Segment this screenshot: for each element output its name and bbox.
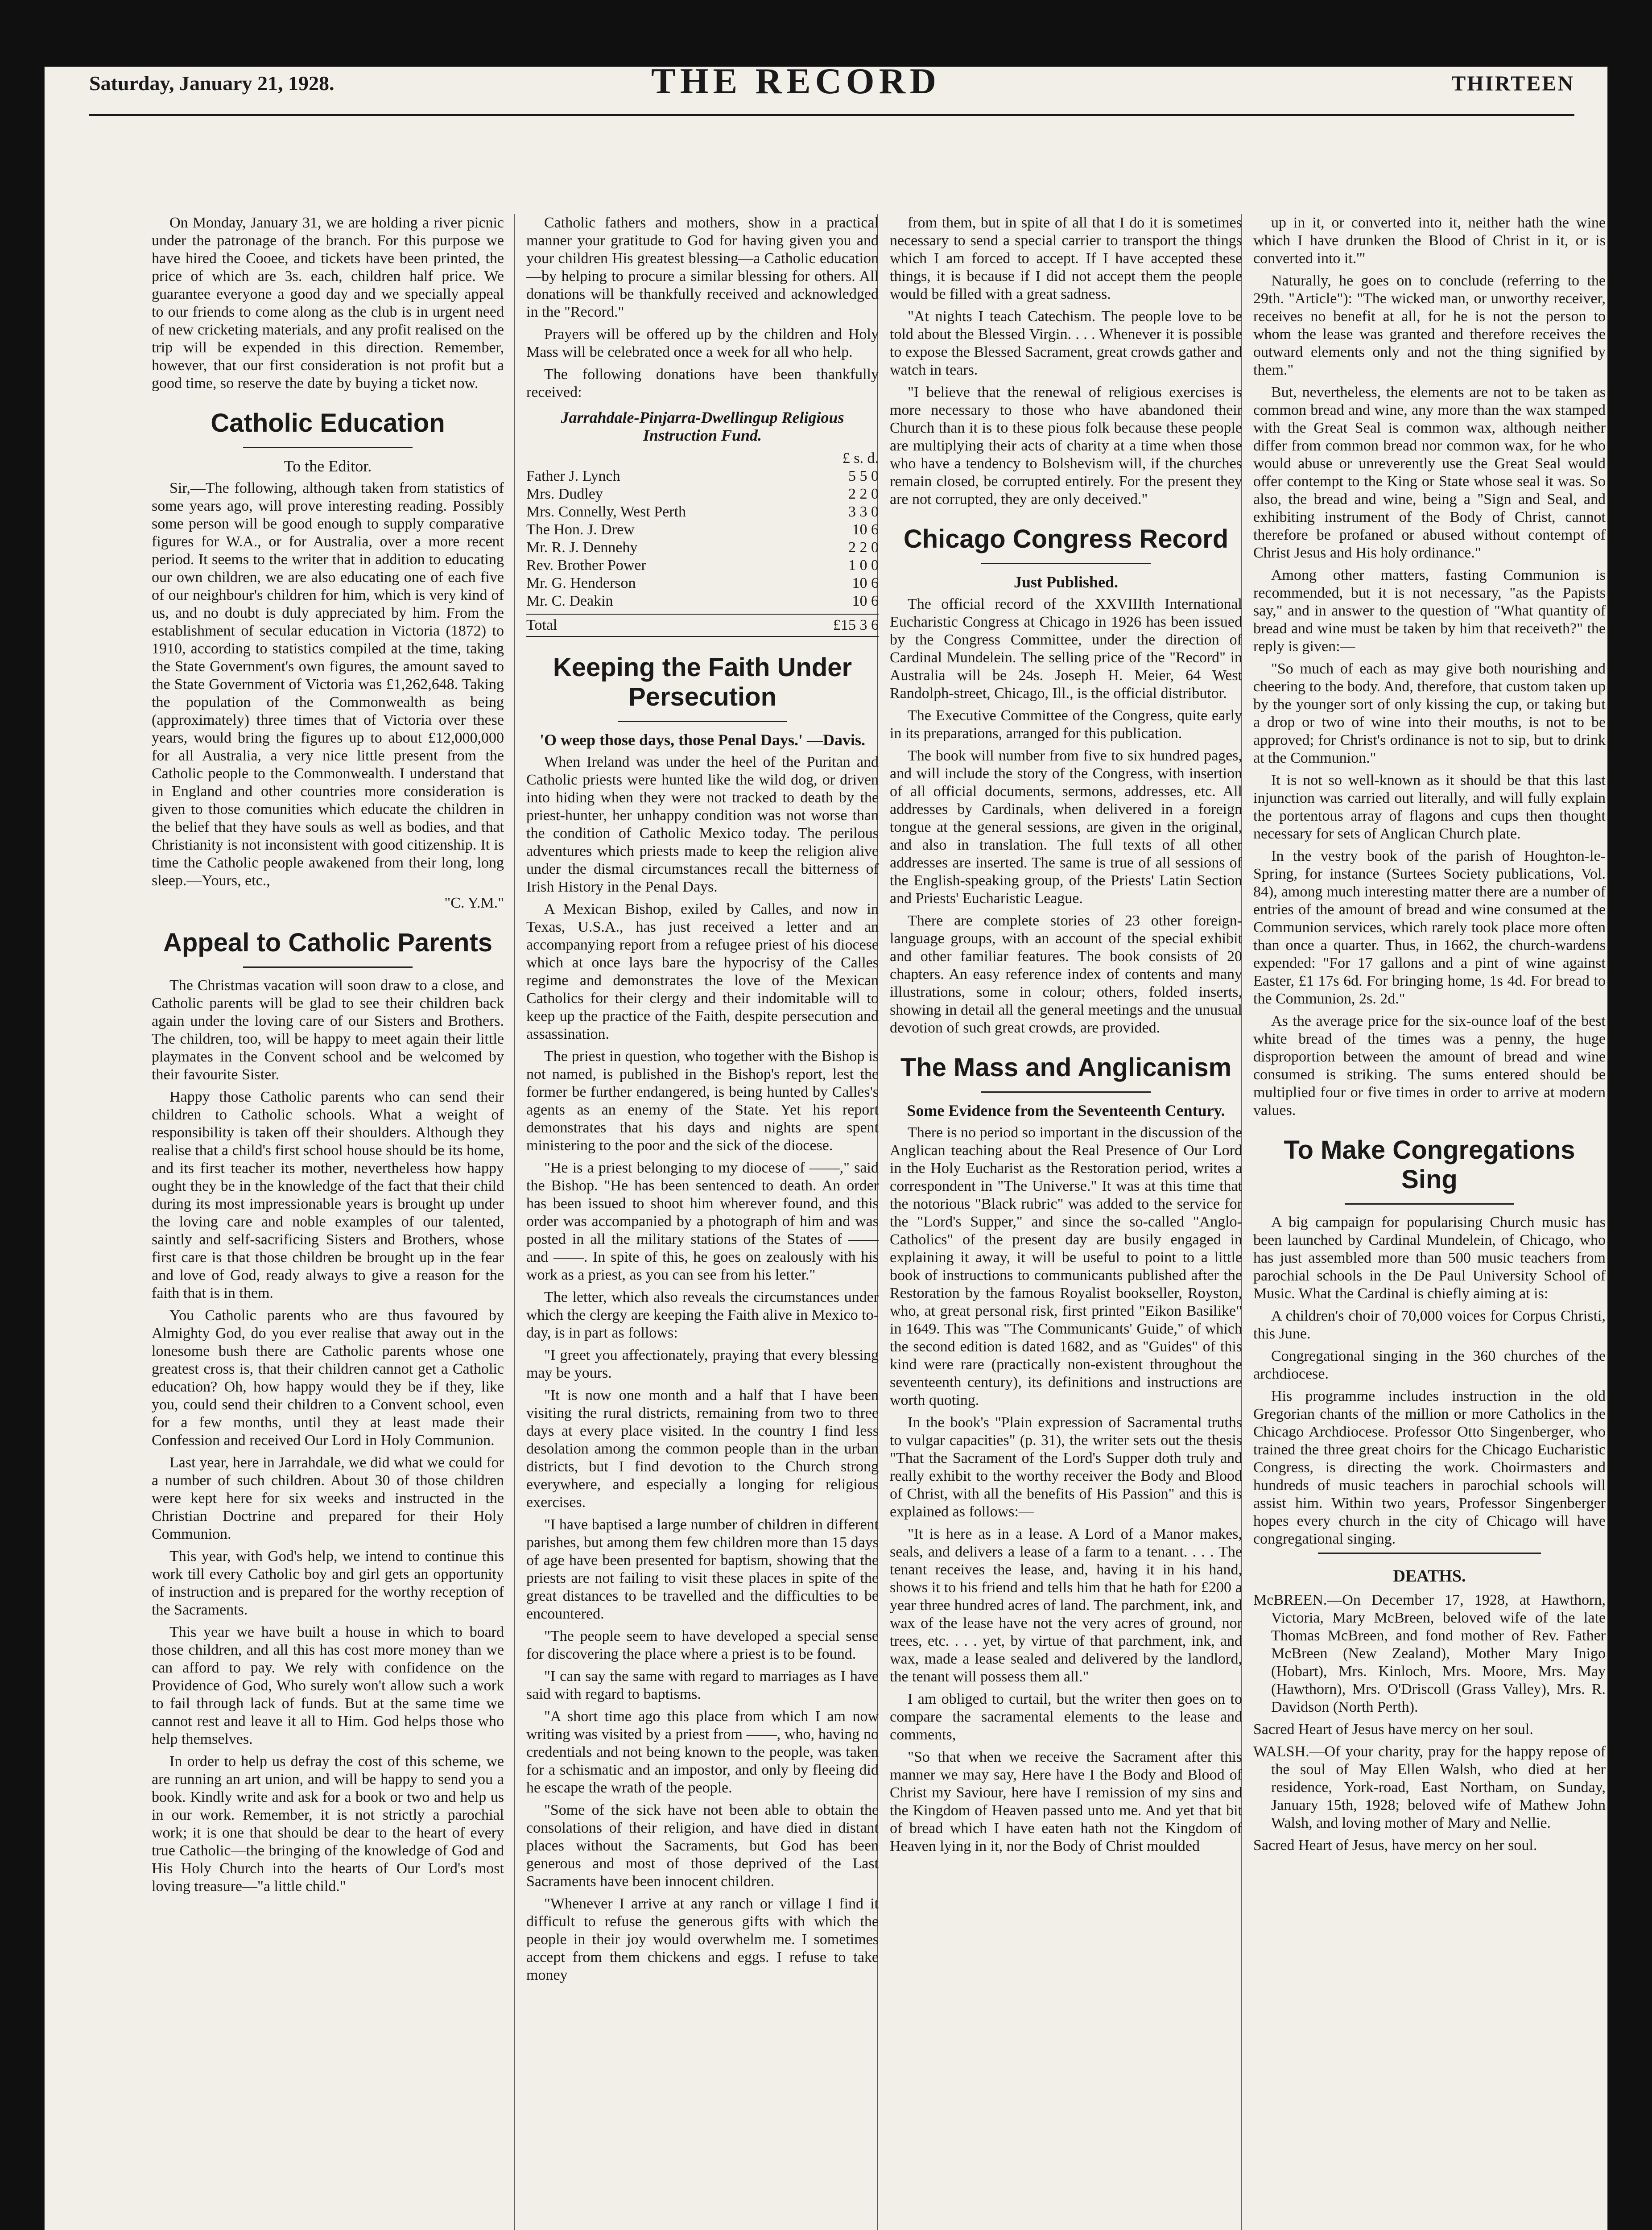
mass-paragraph: In the book's "Plain expression of Sacramental truths to vulgar capacities" (p. 31), the writer sets out the thesis "That the Sacrament of the Lord's Supper doth truly and really exhibit to the worthy receiver the Body and Blood of Christ, with all the benefits of His Passion" and this is explained as follows:— [890, 1414, 1242, 1520]
appeal-continued: Prayers will be offered up by the children and Holy Mass will be celebrated once a week for all who help. [526, 326, 879, 360]
keeping-continued: "At nights I teach Catechism. The people love to be told about the Blessed Virgin. . . . Whenever it is possible to expose the Blessed Sacrament, great crowds gather and watch in tears. [890, 308, 1242, 378]
column-divider [514, 214, 515, 2230]
column-1 [152, 214, 504, 2230]
fund-header: £ s. d. [842, 450, 879, 467]
keeping-paragraph: "Some of the sick have not been able to obtain the consolations of their religion, and have died in distant places without the Sacraments, but God has been generous and most of those deprived of the Last Sacraments have been innocent children. [526, 1802, 879, 1890]
fund-total-row [526, 614, 879, 637]
issue-date: Saturday, January 21, 1928. [89, 72, 335, 95]
sing-heading: To Make Congregations Sing [1284, 1136, 1575, 1194]
fund-header-row [526, 450, 879, 467]
donor-name: Mr. R. J. Dennehy [526, 539, 638, 556]
masthead-rule [89, 114, 1574, 116]
death-notice: Sacred Heart of Jesus, have mercy on her soul. [1253, 1837, 1537, 1854]
deaths-heading: DEATHS. [1393, 1567, 1466, 1586]
mass-paragraph: "So that when we receive the Sacrament after this manner we may say, Here have I the Body and Blood of Christ my Saviour, here have I remission of my sins and the Kingdom of Heaven passed unto me. And yet that bit of bread which I have eaten hath not the Kingdom of Heaven lying in it, nor the Body of Christ moulded [890, 1749, 1242, 1854]
fund-row [526, 574, 879, 592]
appeal-paragraph: In order to help us defray the cost of this scheme, we are running an art union, and will be happy to send you a book. Kindly write and ask for a book or two and help us in our work. Remember, it is not strictly a parochial work; it is one that should be dear to the heart of every true Catholic—the bringing of the knowledge of God and His Holy Church into the hearts of Our Lord's most loving treasure—"a little child." [152, 1753, 504, 1895]
keeping-paragraph: "Whenever I arrive at any ranch or village I find it difficult to refuse the generous gifts with which the people in their joy would overwhelm me. I sometimes accept from them chickens and eggs. I refuse to take money [526, 1896, 879, 1983]
donor-name: Rev. Brother Power [526, 557, 646, 574]
catholic-education-letter: Sir,—The following, although taken from statistics of some years ago, will prove interesting reading. Possibly some person will be good enough to supply comparative figures for W.A., or for Australia, over a more recent period. It seems to the writer that in addition to educating our own children, we are also educating one of each five of our neighbour's children for him, which is very kind of us, and no doubt is duly appreciated by him. From the establishment of secular education in Victoria (1872) to 1910, according to statistics compiled at the time, taking the State Government's own figures, the amount saved to the State Government of Victoria was £1,262,648. Taking the population of the Commonwealth as being (approximately) three times that of Victoria over these years, would bring the figures up to about £12,000,000 for all Australia, a very nice little present from the Catholic people to the Commonwealth. I understand that in England and other countries more consideration is given to those comunities which educate the children in the belief that they have souls as well as bodies, and that Christianity is not inconsistent with good citizenship. It is time the Catholic people awakened from their long, long sleep.—Yours, etc., [152, 480, 504, 889]
keeping-paragraph: "I have baptised a large number of children in different parishes, but among them few children more than 15 days of age have been presented for baptism, showing that the priests are not failing to visit these places in spite of the great distances to be travelled and the difficulties to be encountered. [526, 1516, 879, 1622]
mass-continued: "So much of each as may give both nourishing and cheering to the body. And, therefore, that custom taken up by the younger sort of only kissing the cup, or taking but a drop or two of wine into their mouths, is not to be approved; for Christ's ordinance is not to sip, but to drink at the Communion." [1253, 661, 1606, 766]
donation-amount: 10 6 [852, 521, 879, 538]
fund-row [526, 592, 879, 610]
heading-rule [243, 447, 413, 448]
donation-amount: 5 5 0 [848, 468, 879, 484]
keeping-paragraph: A Mexican Bishop, exiled by Calles, and now in Texas, U.S.A., has just received a letter and an accompanying report from a refugee priest of his diocese which at once lays bare the hypocrisy of the Calles regime and demonstrates the love of the Mexican Catholics for their clergy and their indomitable will to keep up the practice of the Faith, despite persecution and assassination. [526, 901, 879, 1042]
section-rule [1318, 1553, 1541, 1554]
appeal-paragraph: The Christmas vacation will soon draw to a close, and Catholic parents will be glad to see their children back again under the loving care of our Sisters and Brothers. The children, too, will be happy to meet again their little playmates in the Convent school and be welcomed by their favourite Sister. [152, 977, 504, 1083]
heading-rule [1345, 1203, 1514, 1205]
fund-row [526, 467, 879, 485]
heading-rule [981, 563, 1151, 564]
appeal-continued: Catholic fathers and mothers, show in a practical manner your gratitude to God for having given you and your children His greatest blessing—a Catholic education—by helping to procure a similar blessing for others. All donations will be thankfully received and acknowledged in the "Record." [526, 215, 879, 320]
keeping-paragraph: "A short time ago this place from which I am now writing was visited by a priest from ——, who, having no credentials and not being known to the people, was taken for a schismatic and an impostor, and only by fleeing did he escape the wrath of the people. [526, 1708, 879, 1796]
total-label: Total [526, 617, 558, 633]
fund-row [526, 521, 879, 539]
congress-paragraph: There are complete stories of 23 other foreign-language groups, with an account of the special exhibit and other familiar features. The book consists of 20 chapters. An easy reference index of contents and many illustrations, some in colour; others, folded inserts, showing in detail all the general meetings and the unusual devotion of such great crowds, are provided. [890, 913, 1242, 1036]
mass-paragraph: I am obliged to curtail, but the writer then goes on to compare the sacramental elements to the lease and comments, [890, 1691, 1242, 1743]
donation-amount: 1 0 0 [848, 557, 879, 574]
death-notice: Sacred Heart of Jesus have mercy on her soul. [1253, 1721, 1533, 1738]
mass-paragraph: There is no period so important in the discussion of the Anglican teaching about the Real Presence of Our Lord in the Holy Eucharist as the Restoration period, writes a correspondent in "The Universe." It was at this time that the notorious "Black rubric" was added to the service for the "Lord's Supper," and since the so-called "Anglo-Catholics" of the present day are busily engaged in explaining it away, it will be useful to point to a little book of instructions to communicants published after the Restoration by the famous Royalist bookseller, Royston, who, at great personal risk, first printed "Eikon Basilike" in 1649. This was "The Communicants' Guide," of which the second edition is dated 1682, and as "Guides" of this kind were rare (practically non-existent throughout the seventeenth century), its definitions and instructions are worth quoting. [890, 1124, 1242, 1408]
mass-continued: Naturally, he goes on to conclude (referring to the 29th. "Article"): "The wicked man, or unworthy receiver, receives no benefit at all, for he is not the person to whom the lease was granted and therefore receives the outward elements only and not the thing signified by them." [1253, 273, 1606, 378]
fund-row [526, 539, 879, 557]
column-3 [890, 214, 1242, 2230]
donation-amount: 3 3 0 [848, 504, 879, 520]
donation-amount: 2 2 0 [848, 539, 879, 556]
mass-continued: It is not so well-known as it should be that this last injunction was carried out literally, and will fully explain the portentous array of flagons and cups then thought necessary for sets of Anglican Church plate. [1253, 772, 1606, 842]
keeping-paragraph: "I greet you affectionately, praying that every blessing may be yours. [526, 1347, 879, 1381]
keeping-paragraph: The letter, which also reveals the circumstances under which the clergy are keeping the Faith alive in Mexico to-day, is in part as follows: [526, 1289, 879, 1341]
column-4 [1253, 214, 1606, 2230]
appeal-paragraph: This year, with God's help, we intend to continue this work till every Catholic boy and girl gets an opportunity of instruction and is prepared for the worthy reception of the Sacraments. [152, 1548, 504, 1618]
keeping-paragraph: "It is now one month and a half that I have been visiting the rural districts, remaining from two to three days at every place visited. In the country I find less desolation among the common people than in the urban districts, but I find devotion to the Church strong everywhere, and especially a longing for religious exercises. [526, 1387, 879, 1511]
death-notice: McBREEN.—On December 17, 1928, at Hawthorn, Victoria, Mary McBreen, beloved wife of the late Thomas McBreen, and fond mother of Rev. Father McBreen (New Zealand), Mother Mary Inigo (Hobart), Mrs. Kinloch, Mrs. Moore, Mrs. May (Hawthorn), Mrs. O'Driscoll (Grass Valley), Mrs. R. Davidson (North Perth). [1253, 1592, 1606, 1715]
mass-subheading: Some Evidence from the Seventeenth Century. [907, 1102, 1225, 1119]
donation-amount: 10 6 [852, 575, 879, 591]
keeping-continued: from them, but in spite of all that I do it is sometimes necessary to send a special carrier to transport the things which I am forced to accept. If I have accepted these things, it is because if I did not accept them the people would be filled with a great sadness. [890, 215, 1242, 302]
donor-name: The Hon. J. Drew [526, 521, 635, 538]
mass-continued: As the average price for the six-ounce loaf of the best white bread of the times was a penny, the huge disproportion between the amount of bread and wine consumed is striking. The sums entered should be multiplied four or five times in order to arrive at modern values. [1253, 1013, 1606, 1119]
congress-paragraph: The book will number from five to six hundred pages, and will include the story of the Congress, with insertion of all official documents, sermons, addresses, etc. All addresses by Cardinals, when delivered in a foreign tongue at the general sessions, are given in the original, and also in translation. The full texts of all other addresses are inserted. The same is true of all sessions of the English-speaking group, of the Priests' Latin Section and Priests' Eucharistic League. [890, 747, 1242, 907]
picnic-notice: On Monday, January 31, we are holding a river picnic under the patronage of the branch. For this purpose we have hired the Cooee, and tickets have been printed, the price of which are 3s. each, children half price. We guarantee everyone a good day and we specially appeal to our friends to come along as the club is in urgent need of new cricketing materials, and any profit realised on the trip will be expended in this direction. Remember, however, that our first consideration is not profit but a good time, so reserve the date by buying a ticket now. [152, 215, 504, 392]
heading-rule [243, 966, 413, 968]
donor-name: Father J. Lynch [526, 468, 620, 484]
keeping-paragraph: When Ireland was under the heel of the Puritan and Catholic priests were hunted like the wild dog, or driven into hiding when they were not tracked to death by the priest-hunter, her unhappy condition was not worse than the condition of Catholic Mexico today. The perilous adventures which priests made to keep the religion alive under the dismal circumstances recall the bitterness of Irish History in the Penal Days. [526, 754, 879, 895]
keeping-paragraph: "I can say the same with regard to marriages as I have said with regard to baptisms. [526, 1668, 879, 1702]
mass-heading: The Mass and Anglicanism [900, 1053, 1232, 1082]
donor-name: Mr. C. Deakin [526, 593, 613, 609]
keeping-faith-heading: Keeping the Faith Under Persecution [553, 653, 852, 711]
newspaper-title: THE RECORD [651, 61, 941, 101]
letter-signature: "C. Y.M." [444, 895, 504, 911]
keeping-paragraph: "He is a priest belonging to my diocese of ——," said the Bishop. "He has been sentenced to death. An order has been issued to shoot him wherever found, and this order was accompanied by a photograph of him and was posted in all the military stations of the States of —— and ——. In spite of this, he goes on zealously with his work as a priest, as you can see from his letter." [526, 1160, 879, 1283]
total-amount: £15 3 6 [833, 617, 879, 633]
congress-subheading: Just Published. [1013, 573, 1119, 591]
mass-continued: up in it, or converted into it, neither hath the wine which I have drunken the Blood of Christ in it, or is converted into it.'" [1253, 215, 1606, 267]
appeal-paragraph: Last year, here in Jarrahdale, we did what we could for a number of such children. About 30 of those children were kept here for six weeks and instructed in the Christian Doctrine and prepared for their Holy Communion. [152, 1454, 504, 1542]
fund-row [526, 557, 879, 574]
donor-name: Mr. G. Henderson [526, 575, 636, 591]
sing-paragraph: His programme includes instruction in the old Gregorian chants of the million or more Catholics in the Chicago Archdiocese. Professor Otto Singenberger, who trained the three great choirs for the Chicago Eucharistic Congress, is directing the work. Choirmasters and hundreds of music teachers in parochial schools will assist him. Within two years, Professor Singenberger hopes every church in the city of Chicago will have congregational singing. [1253, 1388, 1606, 1547]
fund-title: Jarrahdale-Pinjarra-Dwellingup Religious Instruction Fund. [561, 409, 844, 444]
keeping-paragraph: "The people seem to have developed a special sense for discovering the place where a priest is to be found. [526, 1628, 879, 1662]
mass-paragraph: "It is here as in a lease. A Lord of a Manor makes, seals, and delivers a lease of a farm to a tenant. . . . The tenant receives the lease, and, having it in his hand, shows it to his friend and tells him that he hath for £200 a year three hundred acres of land. The parchment, ink, and wax of the lease have not the very acres of ground, nor trees, etc. . . . yet, by virtue of that parchment, ink, and wax, made a lease sealed and delivered by the landlord, the tenant will possess them all." [890, 1526, 1242, 1685]
catholic-education-heading: Catholic Education [211, 409, 445, 438]
donation-amount: 2 2 0 [848, 486, 879, 502]
appeal-paragraph: This year we have built a house in which to board those children, and all this has cost more money than we can afford to pay. We rely with confidence on the Providence of God, Who surely won't allow such a work to fail through lack of funds. But at the same time we cannot rest and leave it all to Him. God helps those who help themselves. [152, 1624, 504, 1747]
fund-row [526, 503, 879, 521]
sing-paragraph: A children's choir of 70,000 voices for Corpus Christi, this June. [1253, 1308, 1606, 1342]
donor-name: Mrs. Dudley [526, 486, 603, 502]
keeping-faith-epigraph: 'O weep those days, those Penal Days.' —Davis. [539, 731, 866, 749]
mass-continued: Among other matters, fasting Communion is recommended, but it is not necessary, "as the Papists say," and in answer to the question of "What quantity of bread and wine must be taken by him that receiveth?" the reply is given:— [1253, 567, 1606, 655]
congress-paragraph: The Executive Committee of the Congress, quite early in its preparations, arranged for this publication. [890, 707, 1242, 742]
congress-paragraph: The official record of the XXVIIIth International Eucharistic Congress at Chicago in 1926 has been issued by the Congress Committee, under the direction of Cardinal Mundelein. The selling price of the "Record" in Australia will be 24s. Joseph H. Meier, 64 West Randolph-street, Chicago, Ill., is the official distributor. [890, 596, 1242, 702]
congress-heading: Chicago Congress Record [903, 524, 1229, 553]
heading-rule [981, 1091, 1151, 1093]
sing-paragraph: A big campaign for popularising Church music has been launched by Cardinal Mundelein, of Chicago, who has just assembled more than 500 music teachers from parochial schools in the De Paul University School of Music. What the Cardinal is chiefly aiming at is: [1253, 1214, 1606, 1302]
page-number: THIRTEEN [1451, 72, 1574, 95]
masthead [89, 60, 1574, 109]
fund-row [526, 485, 879, 503]
column-2 [526, 214, 879, 2230]
appeal-paragraph: Happy those Catholic parents who can send their children to Catholic schools. What a weight of responsibility is taken off their shoulders. Although they realise that a child's first school house should be its home, and its first teacher its mother, nevertheless how happy ought they be in the knowledge of the fact that their child during its most impressionable years is brought up under the loving care and noble examples of our talented, saintly and self-sacrificing Sisters and Brothers, whose first care is that those children be brought up in the fear and love of God, ready always to give a reason for the faith that is in them. [152, 1089, 504, 1301]
sing-paragraph: Congregational singing in the 360 churches of the archdiocese. [1253, 1348, 1606, 1382]
keeping-paragraph: The priest in question, who together with the Bishop is not named, is published in the Bishop's report, lest the former be further endangered, is being hunted by Calles's agents as an enemy of the State. Yet his report demonstrates that his days and nights are spent ministering to the poor and the sick of the diocese. [526, 1048, 879, 1154]
appeal-paragraph: You Catholic parents who are thus favoured by Almighty God, do you ever realise that away out in the lonesome bush there are Catholic parents whose one greatest cross is, that their children cannot get a Catholic education? Oh, how happy would they be if they, like you, could send their children to a Convent school, even for a few months, until they at least made their Confession and received Our Lord in Holy Communion. [152, 1307, 504, 1449]
to-editor: To the Editor. [284, 457, 372, 475]
donor-name: Mrs. Connelly, West Perth [526, 504, 686, 520]
keeping-continued: "I believe that the renewal of religious exercises is more necessary to those who have abandoned their Church than it is to these pious folk because these people are multiplying their acts of charity at a time when those who have a tendency to Bolshevism will, if the churches remain closed, be corrupted entirely. For the present they are not corrupted, they are only deceived." [890, 384, 1242, 508]
death-notice: WALSH.—Of your charity, pray for the happy repose of the soul of May Ellen Walsh, who died at her residence, York-road, East Northam, on Sunday, January 15th, 1928; beloved wife of Mathew John Walsh, and loving mother of Mary and Nellie. [1253, 1743, 1606, 1831]
heading-rule [618, 721, 787, 722]
mass-continued: In the vestry book of the parish of Houghton-le-Spring, for instance (Surtees Society publications, Vol. 84), among much interesting matter there are a number of entries of the amount of bread and wine consumed at the Communion services, which rarely took place more often than once a quarter. Thus, in 1662, the church-wardens expended: "For 17 gallons and a pint of wine against Easter, £1 17s 6d. For bringing home, 1s 4d. For bread to the Communion, 2s. 2d." [1253, 848, 1606, 1007]
appeal-continued: The following donations have been thankfully received: [526, 366, 879, 401]
mass-continued: But, nevertheless, the elements are not to be taken as common bread and wine, any more than the wax stamped with the Great Seal is common wax, although neither differ from common bread nor common wax, for he who would abuse or unreverently use the Great Seal would offer contempt to the King or State whose seal it was. So also, the bread and wine, being a "Sign and Seal, and exhibiting instrument of the Body of Christ, cannot therefore be profaned or abused without contempt of Christ Jesus and His holy ordinance." [1253, 384, 1606, 561]
donation-amount: 10 6 [852, 593, 879, 609]
appeal-heading: Appeal to Catholic Parents [163, 928, 493, 957]
